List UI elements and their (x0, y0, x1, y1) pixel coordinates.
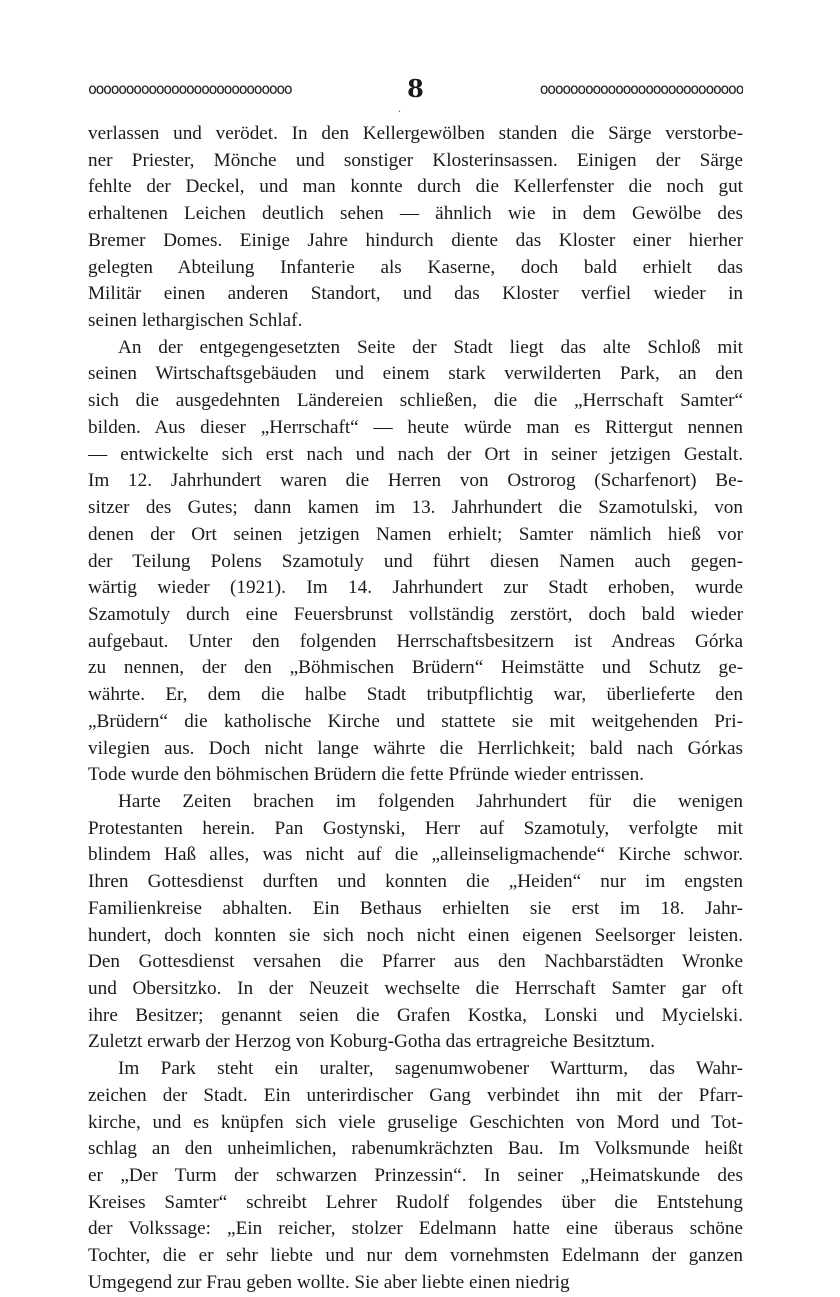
text-line: er „Der Turm der schwarzen Prinzessin“. In seiner „Heimatskunde des (88, 1165, 743, 1187)
text-line: ner Priester, Mönche und sonstiger Klosterinsassen. Einigen der Särge (88, 149, 743, 171)
header-dot: · (398, 107, 402, 118)
text-line: zu nennen, der den „Böhmischen Brüdern“ Heimstätte und Schutz ge- (88, 657, 743, 679)
header-ornament-left: ooooooooooooooooooooooooooo (88, 80, 292, 98)
text-line: seinen Wirtschaftsgebäuden und einem stark verwilderten Park, an den (88, 363, 743, 385)
page-header (88, 74, 743, 104)
text-line: Szamotuly durch eine Feuersbrunst vollständig zerstört, doch bald wieder (88, 603, 743, 625)
text-line: aufgebaut. Unter den folgenden Herrschaftsbesitzern ist Andreas Górka (88, 630, 743, 652)
text-line: — entwickelte sich erst nach und nach der Ort in seiner jetzigen Gestalt. (88, 443, 743, 465)
text-line: und Obersitzko. In der Neuzeit wechselte die Herrschaft Samter gar oft (88, 978, 743, 999)
body-text (88, 121, 743, 1297)
header-ornament-right: ooooooooooooooooooooooooooo (539, 80, 743, 98)
text-line: Ihren Gottesdienst durften und konnten die „Heiden“ nur im engsten (88, 871, 743, 893)
text-line: hundert, doch konnten sie sich noch nicht einen eigenen Seelsorger leisten. (88, 924, 743, 946)
text-line: seinen lethargischen Schlaf. (88, 310, 303, 332)
text-line: Kreises Samter“ schreibt Lehrer Rudolf folgendes über die Entstehung (88, 1191, 743, 1213)
text-line: sich die ausgedehnten Ländereien schließen, die die „Herrschaft Samter“ (88, 390, 743, 412)
text-line: Tochter, die er sehr liebte und nur dem vornehmsten Edelmann der ganzen (88, 1245, 743, 1267)
text-line: fehlte der Deckel, und man konnte durch die Kellerfenster die noch gut (88, 176, 743, 198)
text-line: kirche, und es knüpfen sich viele gruselige Geschichten von Mord und Tot- (88, 1111, 743, 1133)
text-line: denen der Ort seinen jetzigen Namen erhielt; Samter nämlich hieß vor (88, 523, 743, 545)
paragraph-start-line: Harte Zeiten brachen im folgenden Jahrhundert für die wenigen (118, 790, 743, 812)
text-line: blindem Haß alles, was nicht auf die „alleinseligmachende“ Kirche schwor. (88, 844, 743, 866)
text-line: vilegien aus. Doch nicht lange währte die Herrlichkeit; bald nach Górkas (88, 737, 743, 759)
text-line: ihre Besitzer; genannt seien die Grafen Kostka, Lonski und Mycielski. (88, 1004, 743, 1026)
text-line: verlassen und verödet. In den Kellergewölben standen die Särge verstorbe- (88, 123, 743, 144)
text-line: Den Gottesdienst versahen die Pfarrer aus den Nachbarstädten Wronke (88, 951, 743, 973)
text-line: sitzer des Gutes; dann kamen im 13. Jahrhundert die Szamotulski, von (88, 497, 743, 519)
text-line: schlag an den unheimlichen, rabenumkrächzten Bau. Im Volksmunde heißt (88, 1138, 743, 1160)
text-line: Militär einen anderen Standort, und das Kloster verfiel wieder in (88, 283, 743, 305)
text-line: wärtig wieder (1921). Im 14. Jahrhundert zur Stadt erhoben, wurde (88, 577, 743, 599)
paragraph-start-line: An der entgegengesetzten Seite der Stadt liegt das alte Schloß mit (118, 336, 743, 358)
text-line: „Brüdern“ die katholische Kirche und stattete sie mit weitgehenden Pri- (88, 710, 743, 732)
text-line: erhaltenen Leichen deutlich sehen — ähnlich wie in dem Gewölbe des (88, 203, 743, 225)
page-number: 8 (407, 74, 424, 103)
text-line: Tode wurde den böhmischen Brüdern die fette Pfründe wieder entrissen. (88, 764, 644, 786)
text-line: Bremer Domes. Einige Jahre hindurch diente das Kloster einer hierher (88, 229, 743, 251)
text-line: Familienkreise abhalten. Ein Bethaus erhielten sie erst im 18. Jahr- (88, 897, 743, 919)
paragraph-start-line: Im Park steht ein uralter, sagenumwobener Wartturm, das Wahr- (118, 1058, 743, 1080)
text-line: gelegten Abteilung Infanterie als Kaserne, doch bald erhielt das (88, 256, 743, 278)
text-line: der Teilung Polens Szamotuly und führt diesen Namen auch gegen- (88, 550, 743, 572)
text-line: Zuletzt erwarb der Herzog von Koburg-Gotha das ertragreiche Besitztum. (88, 1031, 656, 1053)
text-line: bilden. Aus dieser „Herrschaft“ — heute würde man es Rittergut nennen (88, 416, 743, 438)
text-line: währte. Er, dem die halbe Stadt tributpflichtig war, überlieferte den (88, 684, 743, 706)
text-line: zeichen der Stadt. Ein unterirdischer Gang verbindet ihn mit der Pfarr- (88, 1084, 743, 1106)
text-line: Umgegend zur Frau geben wollte. Sie aber liebte einen niedrig (88, 1271, 570, 1293)
text-line: Im 12. Jahrhundert waren die Herren von Ostrorog (Scharfenort) Be- (88, 470, 743, 492)
text-line: Protestanten herein. Pan Gostynski, Herr auf Szamotuly, verfolgte mit (88, 817, 743, 839)
text-line: der Volkssage: „Ein reicher, stolzer Edelmann hatte eine überaus schöne (88, 1218, 743, 1240)
